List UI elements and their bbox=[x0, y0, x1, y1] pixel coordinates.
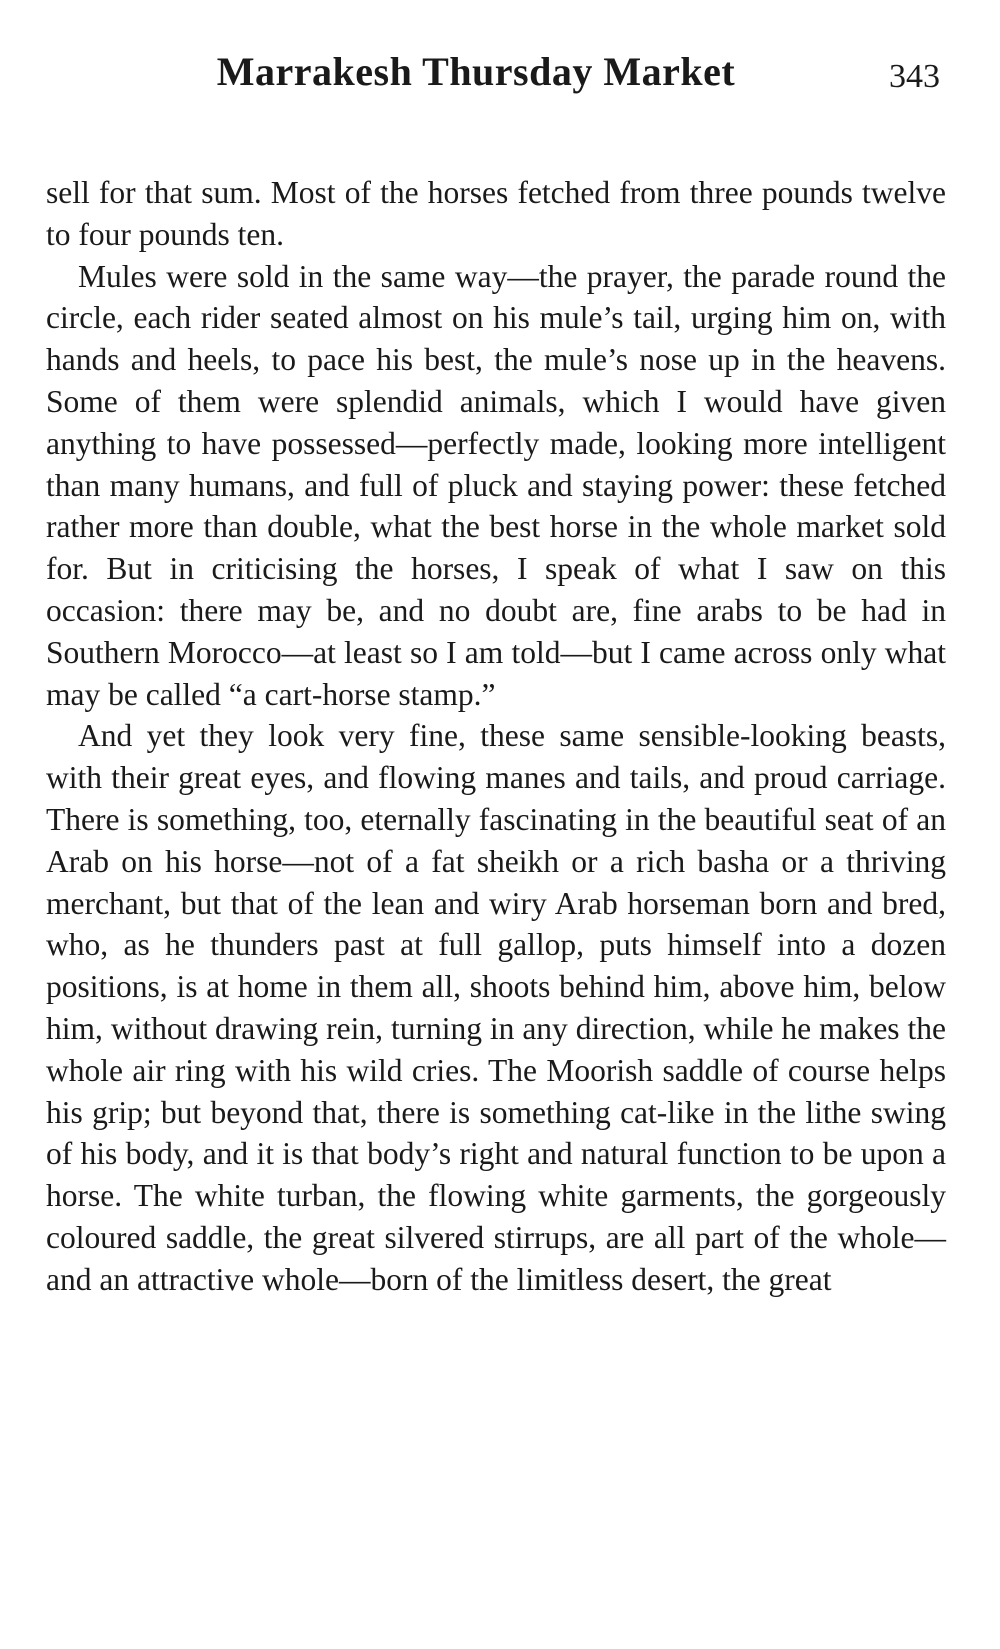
paragraph-continued: sell for that sum. Most of the horses fetched from three pounds twelve to four pounds ten. bbox=[46, 175, 946, 252]
page-number: 343 bbox=[889, 58, 940, 95]
paragraph-arab-horseman: And yet they look very fine, these same sensible-looking beasts, with their great eyes, and flowing manes and tails, and proud carriage. There is something, too, eternally fascinating in the beautiful seat of an Arab on his horse—not of a fat sheikh or a rich basha or a thriving merchant, but that of the lean and wiry Arab horseman born and bred, who, as he thunders past at full gallop, puts himself into a dozen positions, is at home in them all, shoots behind him, above him, below him, without drawing rein, turning in any direction, while he makes the whole air ring with his wild cries. The Moorish saddle of course helps his grip; but beyond that, there is something cat-like in the lithe swing of his body, and it is that body’s right and natural function to be upon a horse. The white turban, the flowing white garments, the gorgeously coloured saddle, the great silvered stirrups, are all part of the whole—and an attractive whole—born of the limitless desert, the great bbox=[46, 718, 946, 1297]
body-text bbox=[46, 172, 946, 1301]
running-title: Marrakesh Thursday Market bbox=[216, 49, 736, 94]
page-header bbox=[46, 40, 946, 110]
paragraph-mules: Mules were sold in the same way—the prayer, the parade round the circle, each rider seated almost on his mule’s tail, urging him on, with hands and heels, to pace his best, the mule’s nose up in the heavens. Some of them were splendid animals, which I would have given anything to have possessed—perfectly made, looking more intelligent than many humans, and full of pluck and staying power: these fetched rather more than double, what the best horse in the whole market sold for. But in criticising the horses, I speak of what I saw on this occasion: there may be, and no doubt are, fine arabs to be had in Southern Morocco—at least so I am told—but I came across only what may be called “a cart-horse stamp.” bbox=[46, 258, 946, 712]
book-page bbox=[46, 40, 946, 1301]
